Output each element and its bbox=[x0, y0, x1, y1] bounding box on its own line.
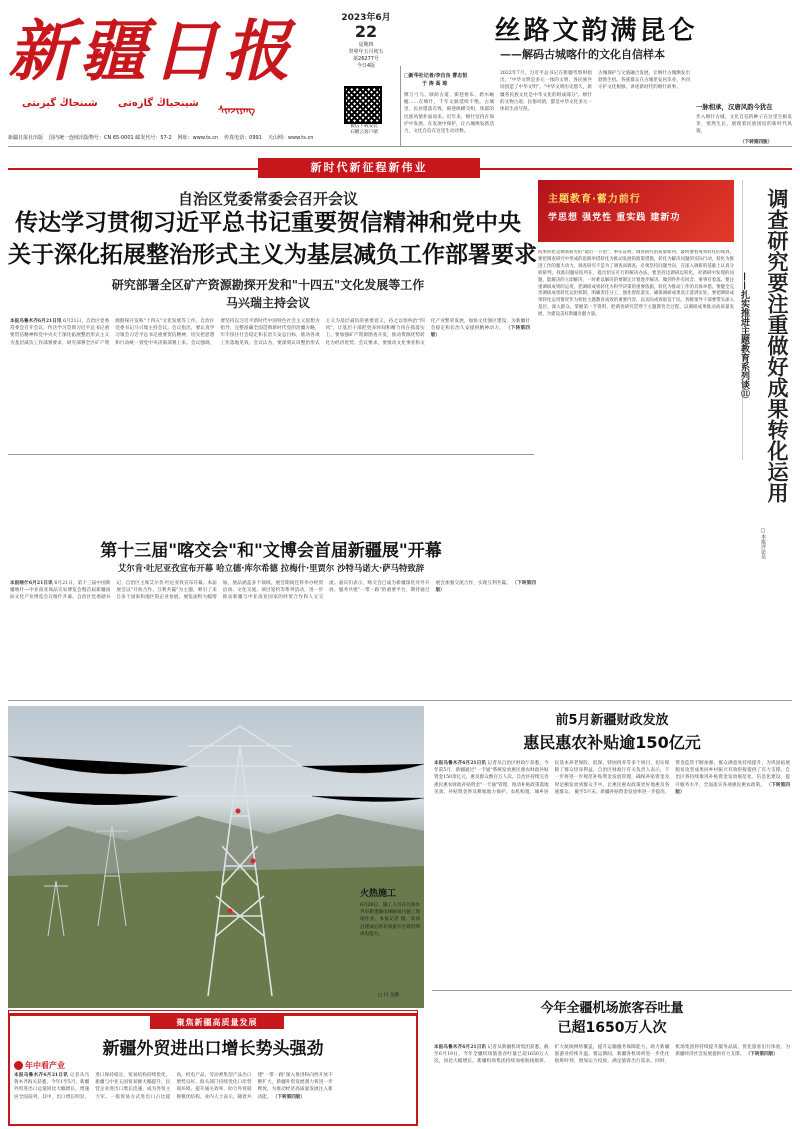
publication-info-bar bbox=[8, 134, 398, 144]
top-feature-byline bbox=[404, 72, 494, 88]
lead-title-line1: 传达学习贯彻习近平总书记重要贺信精神和党中央 bbox=[15, 210, 521, 236]
date-block bbox=[336, 10, 396, 69]
logo-kazakh: شينجياڭ گازەتى bbox=[118, 98, 199, 109]
newspaper-logo: 新疆日报 bbox=[8, 12, 296, 90]
byline-line: 于 涛 高 琼 bbox=[422, 81, 448, 87]
fiscal-body-text-2: 截至5月末，新疆补贴资金发放率进一步提高，资金监管不断加强，群众满意度持续提升，为巩固拓展脱贫攻坚成果同乡村振兴有效衔接提供了有力支撑。自治区将持续推进补贴资金发放规范化、信息化建设，提升服务水平，全面落实各项惠民惠农政策。 bbox=[574, 761, 790, 795]
website[interactable]: 网址：www.ts.cn bbox=[177, 135, 219, 141]
issue-number: 第26277号 bbox=[353, 56, 379, 62]
culture-body bbox=[10, 580, 536, 688]
ribbon-rule bbox=[480, 168, 792, 170]
trade-body-text: 记者从乌鲁木齐海关获悉，今年1至5月，新疆外贸进出口总值同比大幅增长，增速居全国前列。其中，出口增长明显，进口保持稳定，贸易结构持续优化。新疆与中亚五国贸易额大幅提升，民营企业进出口增长迅速，成为外贸主力军。一般贸易方式进出口占比提高，机电产品、劳动密集型产品出口增势良好。海关部门持续优化口岸营商环境，提升通关效率，助力外贸稳规模优结构。业内人士表示，随着共建"一带一路"深入推进和向西开放不断扩大，新疆外贸发展潜力将进一步释放，为推动经济高质量发展注入新动能。 bbox=[14, 1073, 333, 1100]
page-count: 今日4版 bbox=[356, 63, 376, 69]
lunar-date: 癸卯年五月初五 bbox=[348, 49, 384, 55]
side-vertical-subtitle: ——扎实推进主题教育系列谈⑪ bbox=[739, 272, 749, 398]
app-site[interactable]: 天山网：www.ts.cn bbox=[267, 135, 314, 141]
date-year-month: 2023年6月 bbox=[341, 13, 391, 23]
photo-caption: 6月20日，施工人员在乌鲁木齐市新建输电线路项目施工现场作业。本报记者 摄。该项目建成后将有效提升区域电网供电能力。 bbox=[360, 903, 420, 937]
side-banner bbox=[538, 180, 734, 242]
side-column bbox=[538, 180, 792, 690]
lead-dateline: 本报乌鲁木齐6月21日讯 bbox=[10, 319, 62, 324]
lead-continued[interactable]: （下转第四版） bbox=[430, 326, 530, 339]
lead-title-line2: 关于深化拓展整治形式主义为基层减负工作部署要求 bbox=[8, 242, 537, 268]
divider bbox=[400, 66, 401, 146]
airport-title-line1: 今年全疆机场旅客吞吐量 bbox=[540, 1001, 684, 1016]
lead-subtitle-2: 马兴瑞主持会议 bbox=[225, 296, 310, 310]
logo-uyghur: شىنجاڭ گېزىتى bbox=[22, 98, 98, 109]
cn-code: 国内统一连续出版物号：CN 65-0001 邮发代号：57-2 bbox=[49, 135, 172, 141]
lead-body-text: 6月21日，自治区党委常委会召开会议，传达学习贯彻习近平总书记重要贺信精神和党中央关于深化拓展整治形式主义为基层减负工作部署要求，研究部署全区矿产资源勘探开发和"十四五"文化发展等工作。自治区党委书记马兴瑞主持会议。会议指出，要认真学习领会习近平总书记重要贺信精神，切实把思想和行动统一到党中央决策部署上来。会议强调，要坚持以习近平新时代中国特色社会主义思想为指导，完整准确全面贯彻新时代党的治疆方略，牢牢扭住社会稳定和长治久安总目标，推动各项工作落地见效。会议认为，要深刻认识整治形式主义为基层减负的重要意义，持之以恒纠治"四风"，让基层干部把更多时间和精力用在抓落实上。要加强矿产资源勘查开发，推动资源优势转化为经济优势。会议要求，要推动文化事业和文化产业繁荣发展，加快文化强区建设，为新疆社会稳定和长治久安提供精神动力。 bbox=[10, 319, 530, 346]
top-feature-subtitle: ——解码古城喀什的文化自信样本 bbox=[500, 48, 665, 61]
top-feature-continued[interactable]: （下转第四版） bbox=[740, 140, 773, 145]
fiscal-dateline: 本报乌鲁木齐6月21日讯 bbox=[434, 761, 487, 766]
side-vertical-title: 调查研究要注重做好成果转化运用 bbox=[765, 188, 789, 503]
top-feature-col2: 2022年7月，习近平总书记在新疆考察时指出，"中华文明是多元一体的文明，各民族共同创造了中华文明"。"中华文明历史悠久，新疆各民族文化是中华文化的组成部分"。喀什的文物古迹、民俗风情，都是中华文化多元一体的生动写照。 bbox=[500, 71, 592, 113]
top-feature bbox=[400, 6, 792, 146]
side-body: 成果转化是调查研究的"最后一公里"。事实证明，调查研究的质量如何，最终要看成果转化的成效。要把调查研究中形成的思路举措转化为推动发展的政策措施，转化为解决问题的实际行动，转化为推进工作的强大动力。调查研究不是为了调查而调查，必须坚持问题导向，在深入调研的基础上认真分析研判，找准问题症结所在，提出切实可行的解决办法。要坚持边调研边转化，对调研中发现的问题，能解决的立即解决，一时难以解决的要制定计划逐步解决，做到件件有回音、事事有着落。要注重调研成果的运用，把调研成果转化为科学决策的重要依据，转化为推动工作的具体举措。要健全完善调研成果转化运用机制，明确责任分工，强化督促落实，确保调研成果真正落到实处。要把调研成果转化运用情况作为检验主题教育成效的重要内容，以实际成效取信于民。各级领导干部要带头深入基层、深入群众，掌握第一手资料，把调查研究贯穿于主题教育全过程，以调研成果推动高质量发展，为建设美好新疆贡献力量。 bbox=[538, 250, 734, 318]
trade-ribbon: 聚焦新疆高质量发展 bbox=[150, 1016, 284, 1029]
side-banner-tagline: 学思想 强党性 重实践 建新功 bbox=[548, 213, 681, 223]
airport-title-line2: 已超1650万人次 bbox=[557, 1020, 667, 1036]
top-feature-col3: 古城保护与文旅融合发展，让喀什古城焕发出勃勃生机。各族群众在古城里安居乐业，共同守护文化根脉，讲述新时代的喀什故事。 bbox=[598, 71, 690, 91]
culture-subtitle: 艾尔肯·吐尼亚孜宣布开幕 哈立德·库尔希德 拉梅什·里贾尔 沙特马诺大·萨马特致辞 bbox=[117, 563, 425, 573]
photo-credit: □ 付 龙摄 bbox=[378, 993, 400, 998]
culture-continued[interactable]: （下转第四版） bbox=[435, 581, 536, 594]
side-author: □本报评论员 bbox=[760, 528, 766, 559]
trade-body bbox=[14, 1072, 414, 1122]
culture-body-text: 6月21日，第十三届中国新疆喀什—中亚南亚商品交易博览会暨首届新疆国际文化产业博览会在喀什开幕。自治区党委副书记、自治区主席艾尔肯·吐尼亚孜宣布开幕。本届展会以"开放合作、互利共赢"为主题，吸引了来自多个国家和地区的企业参展，展览面积大幅增加，展品涵盖多个领域。展会期间还将举办经贸洽谈、文化交流、项目签约等系列活动，进一步推动新疆与中亚南亚国家的经贸合作和人文交流。嘉宾们表示，喀交会已成为新疆深化对外开放、服务共建"一带一路"的重要平台，期待通过展会加强交流合作，实现互利共赢。 bbox=[10, 581, 511, 601]
section-rule bbox=[8, 454, 534, 455]
trade-continued[interactable]: （下转第四版） bbox=[272, 1094, 305, 1100]
publisher: 新疆日报社出版 bbox=[8, 135, 44, 141]
section-rule bbox=[8, 700, 792, 701]
fiscal-title-line1: 前5月新疆财政发放 bbox=[555, 713, 669, 728]
culture-dateline: 本报喀什6月21日讯 bbox=[10, 581, 53, 586]
culture-title: 第十三届"喀交会"和"文博会首届新疆展"开幕 bbox=[100, 541, 442, 561]
airport-continued[interactable]: （下转第四版） bbox=[745, 1052, 778, 1058]
lead-subtitle: 研究部署全区矿产资源勘探开发和"十四五"文化发展等工作 bbox=[111, 278, 425, 292]
trade-label-icon bbox=[14, 1061, 23, 1070]
trade-label-text: 年中看产业 bbox=[25, 1061, 65, 1070]
airport-body bbox=[434, 1044, 790, 1126]
qr-code[interactable] bbox=[344, 86, 382, 124]
masthead bbox=[8, 6, 398, 136]
qr-caption-line: 石榴云客户端 bbox=[350, 130, 378, 135]
top-feature-title: 丝路文韵满昆仑 bbox=[494, 16, 698, 46]
fiscal-continued[interactable]: （下转第四版） bbox=[675, 782, 790, 795]
date-day: 22 bbox=[354, 22, 378, 41]
news-photo[interactable] bbox=[8, 706, 424, 1008]
trade-label bbox=[14, 1060, 104, 1071]
weekday: 星期四 bbox=[358, 42, 374, 48]
airport-dateline: 本报乌鲁木齐6月21日讯 bbox=[434, 1045, 487, 1050]
trade-frame-top bbox=[8, 1010, 418, 1014]
side-banner-tag: 主题教育·蓄力前行 bbox=[548, 194, 641, 205]
section-ribbon: 新时代新征程新伟业 bbox=[258, 158, 480, 178]
fiscal-body bbox=[434, 760, 790, 980]
mountain-shape bbox=[8, 814, 424, 876]
top-feature-pullquote: 一脉相承，汉唐风韵今犹在 bbox=[696, 103, 773, 111]
photo-tag: 火热施工 bbox=[360, 889, 397, 899]
ribbon-rule bbox=[8, 168, 258, 170]
logo-mongol: ᠰᠢᠨᠵᠢᠶᠠᠩ bbox=[218, 105, 256, 116]
fiscal-body-text: 记者从自治区财政厅获悉，今年前5月，新疆通过"一卡通"系统发放惠民惠农财政补贴资金150余亿元，惠及群众数百万人次。自治区持续完善惠民惠农财政补贴资金"一卡通"管理，推动补贴政策落地见效。补贴资金涉及耕地地力保护、农机购置、城乡居民基本养老保险、低保、特困供养等多个项目，切实保障了群众切身利益。自治区财政厅有关负责人表示，下一步将进一步规范补贴资金发放管理，确保补贴资金及时足额发放到群众手中，让惠民惠农政策更好地惠及各族群众。 bbox=[434, 761, 670, 795]
airport-body-text: 记者从新疆机场集团获悉，截至6月19日，今年全疆机场旅客吞吐量已超1650万人次，同比大幅增长。新疆机场集团持续加密航线航班，扩大航线网络覆盖，提升运输服务保障能力，助力新疆旅游业持续升温。暑运期间，新疆各机场将进一步优化航班时刻，增加运力投放，满足旅客出行需求。同时，机场集团将持续提升服务品质，优化旅客出行体验，为新疆经济社会发展提供有力支撑。 bbox=[434, 1045, 790, 1065]
lead-body bbox=[10, 318, 530, 448]
trade-title: 新疆外贸进出口增长势头强劲 bbox=[102, 1039, 324, 1059]
lead-kicker: 自治区党委常委会召开会议 bbox=[177, 190, 358, 208]
masthead-rule bbox=[8, 146, 792, 147]
byline-line: □新华社记者/李自良 曹志恒 bbox=[404, 73, 468, 79]
top-feature-col1: 牌刀弓马、绿荫古道、街巷密布、碧水蜿蜒……在喀什，千年文脉延续不绝。古城里，民居错落有致，街巷纵横交织，浓郁的民族风情扑面而来。近年来，喀什坚持在保护中发展、在发展中保护，让古城焕发新活力，文化自信在这里生动诠释。 bbox=[404, 93, 494, 135]
top-feature-col4: 步入喀什古城，文化自信的种子在这里生根发芽，悄然生长，展现着民族团结的新时代风貌。 bbox=[696, 115, 792, 135]
qr-caption-line: 微信下载安装 bbox=[350, 124, 378, 129]
phone: 传真电话：0991 bbox=[224, 135, 262, 141]
power-line-icon bbox=[8, 756, 424, 805]
fiscal-title-line2: 惠民惠农补贴逾150亿元 bbox=[523, 733, 701, 752]
section-rule bbox=[432, 990, 792, 991]
trade-dateline: 本报乌鲁木齐6月21日讯 bbox=[14, 1073, 69, 1078]
